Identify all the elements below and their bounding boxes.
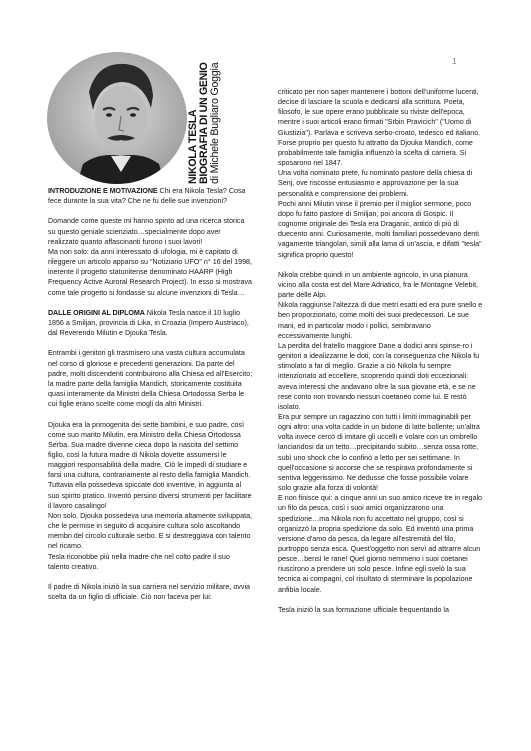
paragraph: Forse proprio per questo fu attratto da Djouka Mandich, come probabilmente tale famiglia influenzò la scelta di carriera. Si sposarono nel 1847. (278, 138, 473, 168)
paragraph: Tesla riconobbe più nella madre che nel colto padre il suo talento creativo. (48, 552, 230, 571)
section-heading-intro: INTRODUZIONE E MOTIVAZIONE (48, 187, 158, 195)
right-column (278, 87, 483, 615)
left-column (48, 186, 253, 602)
intro-paragraph (48, 186, 253, 206)
paragraph: Domande come queste mi hanno spinto ad una ricerca storica su questo geniale scienziato…specialmente dopo aver realizzato quanto affascinanti furono i suoi lavori! (48, 217, 245, 246)
paragraph: Ma non solo: da anni interessato di ufologia, mi è capitato di rileggere un articolo apparso su "Notiziario UFO" n° 16 del 1998, inerente il progetto statunitense denominato HAARP (High Frequency Active Auroral Research Project). In esso si mostrava come tale progetto si fondasse su alcune invenzioni di Tesla… (48, 247, 253, 297)
intro-text: Chi era Nikola Tesla? Cosa fece durante la sua vita? Che ne fu delle sue invenzioni? (48, 187, 246, 206)
paragraph: Non solo. Djouka possedeva una memoria altamente sviluppata, che le permise in seguito di acquisire cultura solo ascoltando membri del circolo culturale serbo. E si destreggiava con talento nel ricamo. (48, 511, 253, 551)
portrait-photo (47, 52, 187, 184)
paragraph: Entrambi i genitori gli trasmisero una vasta cultura accumulata nel corso di gloriose e precedenti generazioni. Da parte del padre, molti discendenti contribuirono alla Chiesa ed all'Esercito; la madre parte della famiglia Mandich, storicamente costituita quasi interamente da Ministri della Chiesa Ortodossa Serba le cui figlie erano scelte come mogli da altri Ministri. (48, 349, 253, 409)
paragraph: Tesla iniziò la sua formazione ufficiale frequentando la (278, 605, 449, 614)
diploma-text: Nikola Tesla nasce il 10 luglio 1856 a Smiljan, provincia di Lika, in Croazia (Impero Austriaco), dal Reverendo Milutin e Djouka Tesla. (48, 308, 249, 338)
title-line1: NIKOLA TESLA (187, 109, 199, 184)
portrait-image (47, 52, 187, 184)
paragraph: criticato per non saper mantenere i bottoni dell'uniforme lucenti, decise di lasciare la scuola e dedicarsi alla scrittura. Poeta, filosofo, le sue opere erano pubblicate su riviste dell'epoca, mentre i suoi articoli erano firmati "Srbin Pravicich" ("Uomo di Giustizia"). Parlava e scriveva serbo-croato, tedesco ed italiano. (278, 88, 481, 137)
title-block (188, 52, 232, 184)
page-number: 1 (452, 57, 457, 66)
paragraph: Il padre di Nikola iniziò la sua carriera nel servizio militare, ovvia scelta da un figlio di ufficiale. Ciò non faceva per lui: (48, 583, 251, 602)
paragraph: La perdita del fratello maggiore Dane a dodici anni spinse-ro i genitori a idealizzarne le doti, con la conseguenza che Nikola fu stimolato a far di meglio. Grazie a ciò Nikola fu sempre intenzionato ad eccellere, scoprendo quindi doti eccezionali: aveva interessi che andavano oltre la sua giovane età, e se ne rese conto non trovando nessun coetaneo come lui. E restò isolato. (278, 341, 480, 411)
paragraph: Era pur sempre un ragazzino con tutti i limiti immaginabili per ogni altro: una volta cadde in un bidone di latte bollente; un'altra volta invece cercò di imitare gli uccelli e volare con un ombrello lanciandosi da un tetto…precipitando subito…senza ossa rotte, subì uno shock che lo confinò a letto per sei settimane. In quell'occasione si accorse che se respirava profondamente si sentiva leggerissimo. Ne dedusse che fosse possibile volare solo grazie alla forza di volontà! (278, 412, 480, 493)
paragraph: Nikola raggiunse l'altezza di due metri esatti ed era pure snello e ben proporzionato, come molti dei suoi predecessori. Le sue mani, ed in particolar modo i pollici, sembravano eccessivamente lunghi. (278, 301, 483, 340)
paragraph: Pochi anni Milutin vinse il premio per il miglior sermone, poco dopo fu fatto pastore di Smiljan, poi ancora di Gospic. Il cognome originale dei Tesla era Draganic, antico di più di duecento anni. Curiosamente, molti familiari possedevano denti vagamente triangolari, simili alla lama di un'ascia, e difatti "tesla" significa proprio questo! (278, 199, 482, 259)
paragraph: Nikola crebbe quindi in un ambiente agricolo, in una pianura vicino alla costa est del Mare Adriatico, fra le Montagne Velebit, parte delle Alpi. (278, 270, 479, 300)
paragraph: E non finisce qui: a cinque anni un suo amico riceve tre in regalo un filo da pesca, così i suoi amici organizzarono una spedizione…ma Nikola non fu accettato nel gruppo, così si organizzò la propria spedizione da solo. Ed inventò una prima versione d'amo da pesca, da legare all'estremità del filo, purtroppo senza esca. Quest'oggetto non servì ad attrarre alcun pesce…bensì le rane! Quel giorno nemmeno i suoi coetanei riuscirono a prendere un solo pesce. Infine egli svelò la sua tecnica ai compagni, col risultato di sterminare la popolazione anfibia locale. (278, 494, 483, 594)
paragraph: Tuttavia ella possedeva spiccate doti inventive, in aggiunta al suo spirito pratico. Inventò persino diversi strumenti per facilitare il lavoro casalingo! (48, 481, 252, 510)
author-line: di Michele Bugliaro Goggia (209, 62, 221, 184)
title-line2: BIOGRAFIA DI UN GENIO (198, 62, 210, 184)
paragraph: Djouka era la primogenita dei sette bambini, e suo padre, così come suo marito Milutin, era Ministro della Chiesa Ortodossa Serba. Sua madre divenne cieca dopo la nascita del settimo figlio, così la futura madre di Nikola dovette assumersi le maggiori responsabilità della madre. Ciò le impedì di studiare e farsi una cultura, contrariamente al resto della famiglia Mandich. (48, 420, 251, 480)
section-heading-diploma: DALLE ORIGINI AL DIPLOMA (48, 308, 145, 317)
diploma-paragraph (48, 308, 253, 338)
paragraph: Una volta nominato prete, fu nominato pastore della chiesa di Senj, ove riscosse entusiasmo e approvazione per la sua personalità e comprensione dei problemi. (278, 169, 473, 198)
